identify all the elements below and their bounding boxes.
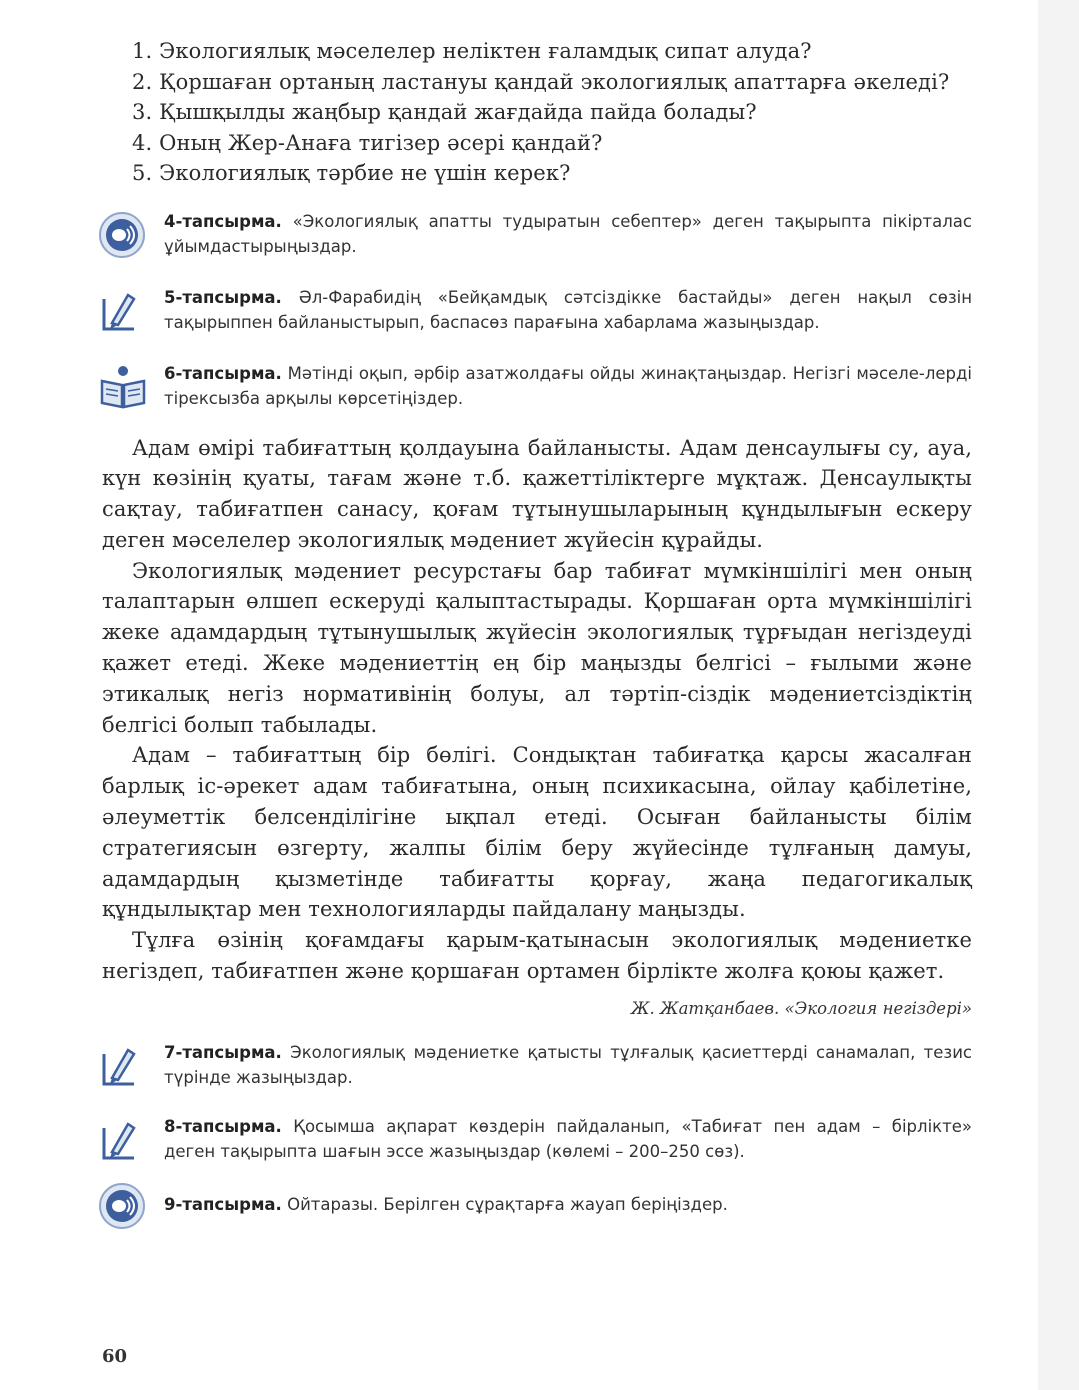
task-label: 8-тапсырма. bbox=[164, 1116, 282, 1136]
question-item: 1. Экологиялық мәселелер неліктен ғаламдық сипат алуда? bbox=[132, 39, 812, 63]
task-label: 4-тапсырма. bbox=[164, 211, 282, 231]
page-number: 60 bbox=[102, 1346, 128, 1367]
task-text: Экологиялық мәдениетке қатысты тұлғалық қасиеттерді санамалап, тезис түрінде жазыңыздар. bbox=[164, 1042, 972, 1087]
task-label: 9-тапсырма. bbox=[164, 1194, 282, 1214]
discussion-icon bbox=[98, 211, 148, 261]
writing-icon bbox=[98, 287, 148, 337]
discussion-icon bbox=[98, 1182, 148, 1232]
task-text: Қосымша ақпарат көздерін пайдаланып, «Табиғат пен адам – бірлікте» деген тақырыпта шағын эссе жазыңыздар (көлемі – 200–250 сөз). bbox=[164, 1116, 972, 1161]
task-7 bbox=[102, 1040, 972, 1090]
question-item: 3. Қышқылды жаңбыр қандай жағдайда пайда болады? bbox=[132, 100, 757, 124]
task-9 bbox=[102, 1192, 972, 1217]
task-label: 7-тапсырма. bbox=[164, 1042, 282, 1062]
task-5 bbox=[102, 285, 972, 335]
task-text: Мәтінді оқып, әрбір азатжолдағы ойды жинақтаңыздар. Негізгі мәселе-лерді тірексызба арқылы көрсетіңіздер. bbox=[164, 363, 972, 408]
task-text: «Экологиялық апатты тудыратын себептер» деген тақырыпта пікірталас ұйымдастырыңыздар. bbox=[164, 211, 972, 256]
task-text: Әл-Фарабидің «Бейқамдық сәтсіздікке бастайды» деген нақыл сөзін тақырыппен байланыстырып, баспасөз парағына хабарлама жазыңыздар. bbox=[164, 287, 972, 332]
task-label: 5-тапсырма. bbox=[164, 287, 282, 307]
task-8 bbox=[102, 1114, 972, 1164]
paragraph: Тұлға өзінің қоғамдағы қарым-қатынасын экологиялық мәдениетке негіздеп, табиғатпен және қоршаған ортамен бірлікте жолға қоюы қажет. bbox=[102, 928, 972, 984]
task-4 bbox=[102, 209, 972, 259]
question-item: 4. Оның Жер-Анаға тигізер әсері қандай? bbox=[132, 130, 603, 155]
question-item: 2. Қоршаған ортаның ластануы қандай экологиялық апаттарға әкеледі? bbox=[132, 69, 950, 94]
textbook-page bbox=[102, 36, 972, 1217]
page-margin-strip bbox=[1038, 0, 1079, 1390]
paragraph: Экологиялық мәдениет ресурстағы бар табиғат мүмкіншілігі мен оның талаптарын өлшеп ескеруді қалыптастырады. Қоршаған орта мүмкіншілігі жеке адамдардың тұтынушылық жүйесін экологиялық тұрғыдан негіздеуді қажет етеді. Жеке мәдениеттің ең бір маңызды белгісі – ғылыми және этикалық негіз нормативінің болуы, ал тәртіп-сіздік мәдениетсіздіктің белгісі болып табылады. bbox=[102, 558, 972, 737]
main-text bbox=[102, 433, 972, 987]
task-6 bbox=[102, 361, 972, 411]
writing-icon bbox=[98, 1116, 148, 1166]
paragraph: Адам өмірі табиғаттың қолдауына байланысты. Адам денсаулығы су, ауа, күн көзінің қуаты, тағам және т.б. қажеттіліктерге мұқтаж. Денсаулықты сақтау, табиғатпен санасу, қоғам тұтынушыларының құндылығын ескеру деген мәселелер экологиялық мәдениет жүйесін құрайды. bbox=[102, 435, 972, 552]
reading-icon bbox=[98, 363, 148, 413]
writing-icon bbox=[98, 1042, 148, 1092]
question-item: 5. Экологиялық тәрбие не үшін керек? bbox=[132, 161, 571, 185]
task-label: 6-тапсырма. bbox=[164, 363, 282, 383]
source-citation: Ж. Жатқанбаев. «Экология негіздері» bbox=[631, 998, 972, 1018]
task-text: Ойтаразы. Берілген сұрақтарға жауап беріңіздер. bbox=[287, 1194, 728, 1214]
paragraph: Адам – табиғаттың бір бөлігі. Сондықтан табиғатқа қарсы жасалған барлық іс-әрекет адам табиғатына, оның психикасына, ойлау қабілетіне, әлеуметтік белсенділігіне ықпал етеді. Осыған байланысты білім стратегиясын өзгерту, жалпы білім беру жүйесінде тұлғаның дамуы, адамдардың қызметінде табиғатты қорғау, жаңа педагогикалық құндылықтар мен технологияларды пайдалану маңызды. bbox=[102, 743, 972, 922]
question-list bbox=[102, 36, 972, 189]
